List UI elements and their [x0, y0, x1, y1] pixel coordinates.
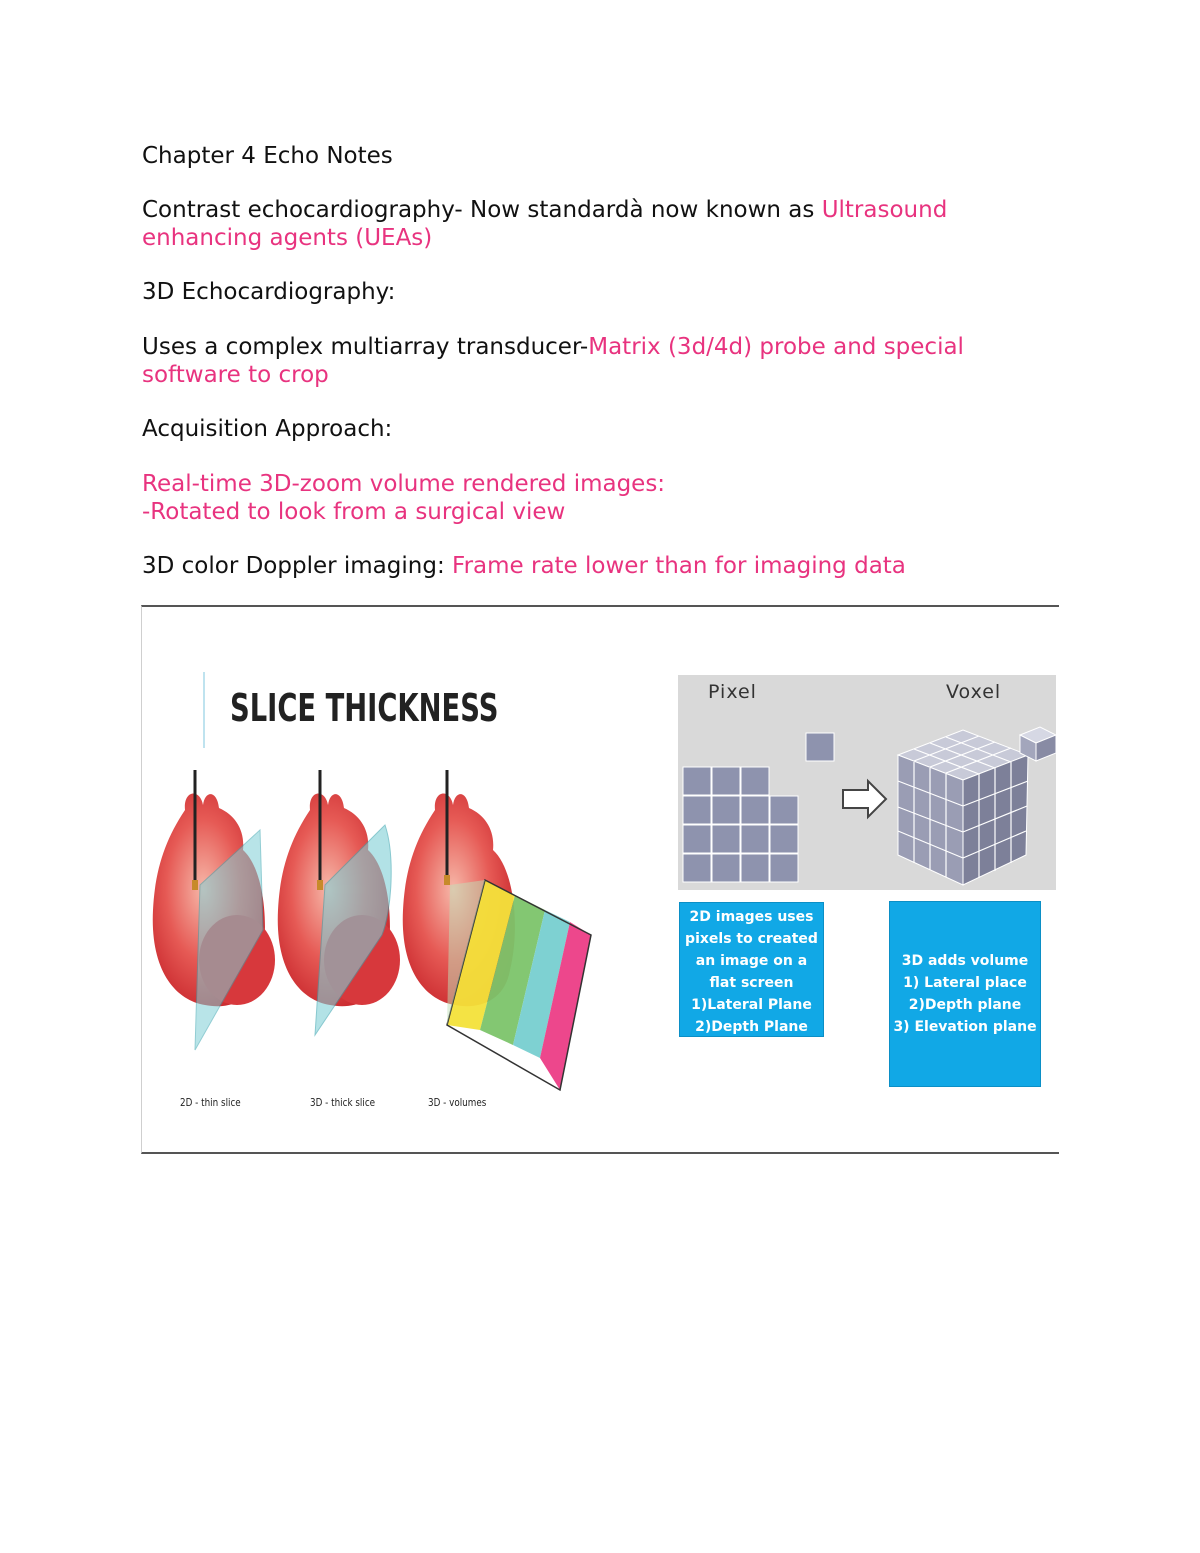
- pixel-voxel-graphic: [678, 675, 1056, 890]
- voxel-cube: [898, 727, 1056, 885]
- arrow-icon: [843, 781, 886, 817]
- voxel-label: Voxel: [946, 681, 1002, 703]
- info-2d-line-1: 2D images uses: [689, 909, 814, 925]
- contrast-text: Contrast echocardiography- Now standardà now known as: [142, 197, 822, 223]
- info-3d-line-3: 2)Depth plane: [908, 997, 1022, 1013]
- info-3d-line-4: 3) Elevation plane: [893, 1019, 1037, 1035]
- info-2d-line-3: an image on a: [695, 953, 808, 969]
- realtime-line-2: -Rotated to look from a surgical view: [142, 499, 566, 525]
- heart-label-thin: 2D - thin slice: [180, 1096, 241, 1109]
- info-box-3d: [889, 901, 1041, 1087]
- info-3d-line-2: 1) Lateral place: [903, 975, 1027, 991]
- pixel-grid: [683, 733, 834, 882]
- slide-title-accent: [203, 672, 205, 748]
- document-title: Chapter 4 Echo Notes: [142, 143, 393, 169]
- info-2d-line-6: 2)Depth Plane: [695, 1019, 808, 1035]
- transducer-paragraph: [142, 333, 1022, 389]
- contrast-paragraph: [142, 196, 1022, 252]
- info-3d-line-1: 3D adds volume: [901, 953, 1029, 969]
- heart-label-volumes: 3D - volumes: [428, 1096, 487, 1109]
- acquisition-heading: Acquisition Approach:: [142, 416, 393, 442]
- doppler-highlight: Frame rate lower than for imaging data: [452, 553, 906, 579]
- doppler-text: 3D color Doppler imaging:: [142, 553, 453, 579]
- echo3d-heading: 3D Echocardiography:: [142, 279, 396, 305]
- heart-label-thick: 3D - thick slice: [310, 1096, 376, 1109]
- pixel-label: Pixel: [708, 681, 757, 703]
- heart-thin-slice: [153, 770, 275, 1050]
- info-2d-line-2: pixels to created: [685, 931, 818, 947]
- transducer-highlight-2: software to crop: [142, 362, 329, 388]
- transducer-text: Uses a complex multiarray transducer-: [142, 334, 589, 360]
- realtime-line-1: Real-time 3D-zoom volume rendered images:: [142, 471, 666, 497]
- doppler-paragraph: [142, 552, 1022, 580]
- info-2d-line-5: 1)Lateral Plane: [691, 997, 812, 1013]
- info-2d-line-4: flat screen: [709, 975, 794, 991]
- transducer-highlight-1: Matrix (3d/4d) probe and special: [588, 334, 964, 360]
- contrast-highlight-1: Ultrasound: [821, 197, 948, 223]
- realtime-paragraph: [142, 470, 1022, 526]
- info-box-2d: [679, 902, 824, 1037]
- heart-slices-illustration: [145, 760, 605, 1100]
- heart-thick-slice: [278, 770, 400, 1035]
- slide-title: SLICE THICKNESS: [230, 686, 499, 730]
- heart-volumes: [403, 770, 591, 1090]
- contrast-highlight-2: enhancing agents (UEAs): [142, 225, 433, 251]
